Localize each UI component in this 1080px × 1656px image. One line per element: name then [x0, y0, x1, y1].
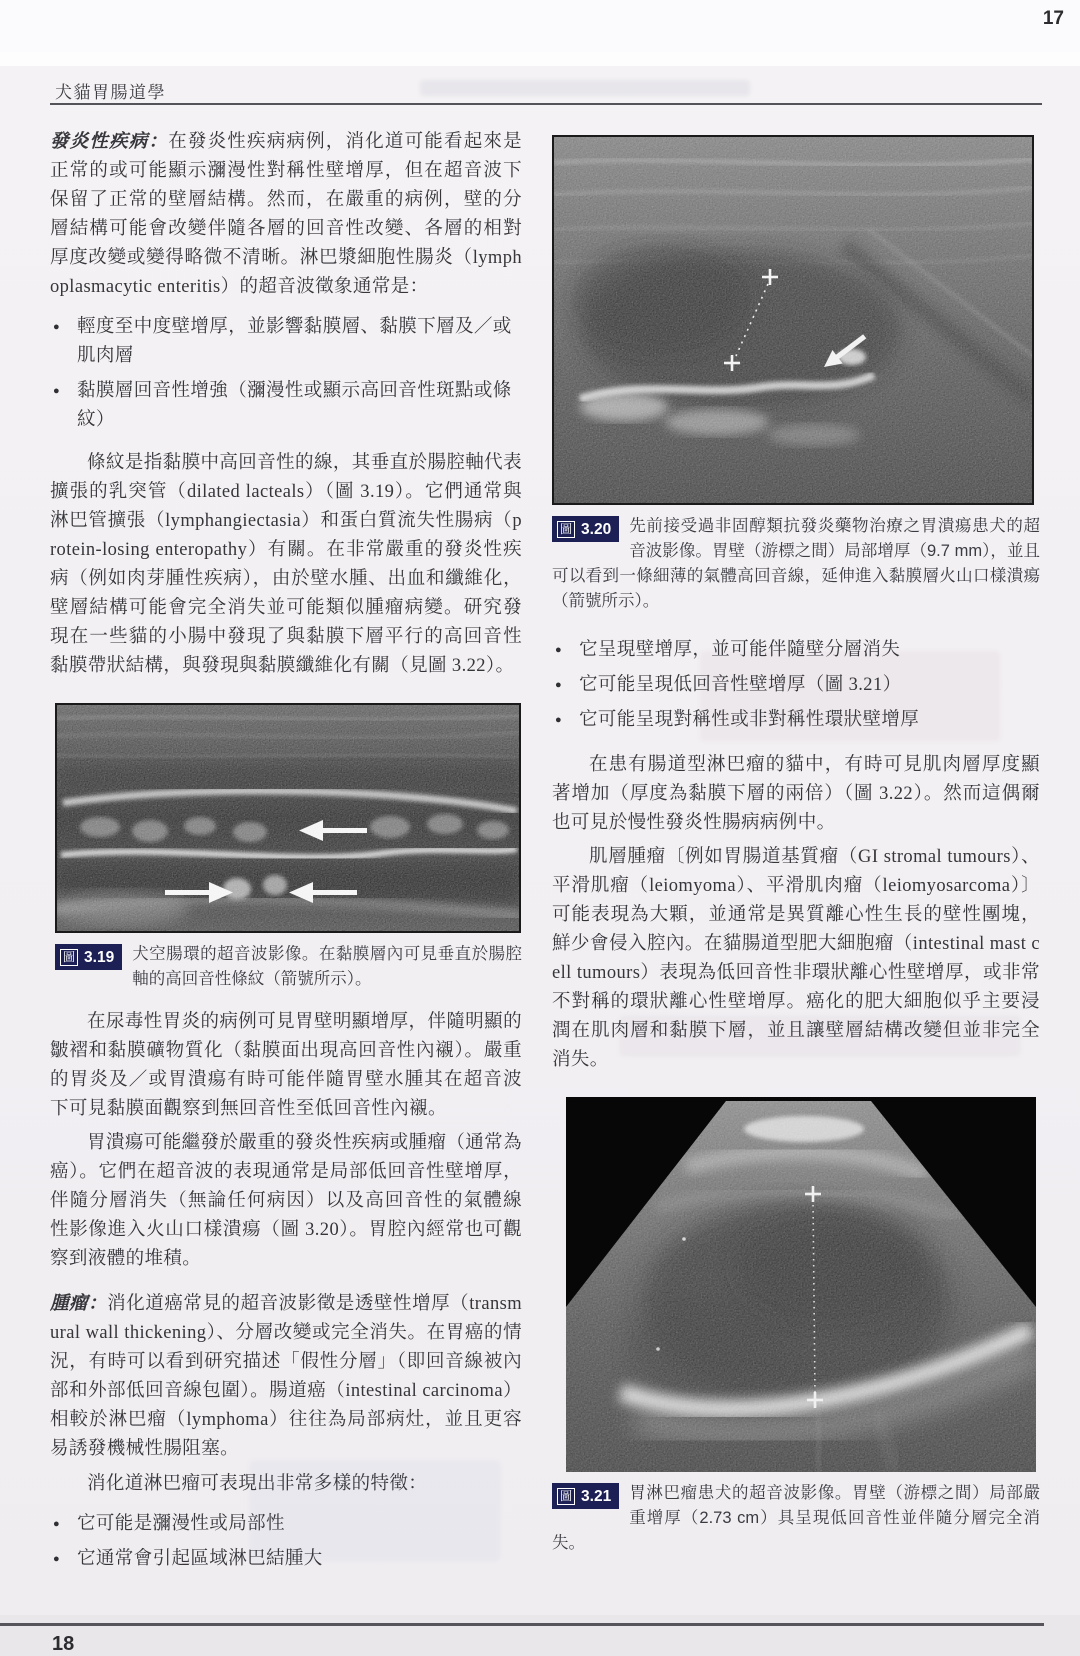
section-lead-inflammatory: 發炎性疾病：: [50, 132, 169, 152]
list-item: [50, 313, 522, 371]
speckle-noise: [55, 703, 521, 933]
figure-badge-glyph: 圖: [557, 1488, 575, 1505]
figure-3-19: [50, 703, 522, 992]
page-content: [0, 66, 1080, 1655]
paragraph-intestinal-lymphoma-cats: 在患有腸道型淋巴瘤的貓中，有時可見肌肉層厚度顯著增加（厚度為黏膜下層的兩倍）（圖 3.22）。然而這偶爾也可見於慢性發炎性腸病病例中。: [552, 755, 1040, 833]
paragraph-striations: 條紋是指黏膜中高回音性的線，其垂直於腸腔軸代表擴張的乳突管（dilated lacteals）（圖 3.19）。它們通常與淋巴管擴張（lymphangiectasia）和蛋白質流失性腸病（protein-losing enteropathy）有關。在非常嚴重的發炎性疾病（例如肉芽腫性疾病），由於壁水腫、出血和纖維化，壁層結構可能會完全消失並可能類似腫瘤病變。研究發現在一些貓的小腸中發現了與黏膜下層平行的高回音性黏膜帶狀結構，與發現與黏膜纖維化有關（見圖 3.22）。: [50, 453, 522, 676]
header-rule: [50, 103, 1042, 105]
bullet-list-lymphoma-features-2: [552, 636, 1040, 735]
left-column: [50, 128, 522, 1580]
figure-number: 3.21: [581, 1487, 612, 1505]
echo-speck: [682, 1237, 686, 1241]
figure-3-20-ultrasound-image: [552, 135, 1034, 505]
section-lead-neoplasia: 腫瘤：: [50, 1294, 108, 1314]
list-item: [552, 636, 1040, 665]
right-column: [552, 135, 1040, 1556]
figure-3-19-ultrasound-image: [55, 703, 521, 933]
list-item: [50, 1545, 522, 1574]
figure-number: 3.19: [84, 948, 115, 966]
paragraph-uremic-gastritis: 在尿毒性胃炎的病例可見胃壁明顯增厚，伴隨明顯的皺褶和黏膜礦物質化（黏膜面出現高回音性內襯）。嚴重的胃炎及／或胃潰瘍有時可能伴隨胃壁水腫其在超音波下可見黏膜面觀察到無回音性至低回音性內襯。: [50, 1012, 522, 1119]
paragraph-inflammatory-disease: [50, 128, 522, 302]
list-item: [50, 377, 522, 435]
figure-badge-glyph: 圖: [60, 949, 78, 966]
caption-text: 胃淋巴瘤患犬的超音波影像。胃壁（游標之間）局部嚴重增厚（2.73 cm）具呈現低回音性並伴隨分層完全消失。: [552, 1484, 1040, 1552]
caption-text: 先前接受過非固醇類抗發炎藥物治療之胃潰瘍患犬的超音波影像。胃壁（游標之間）局部增厚（9.7 mm），並且可以看到一條細薄的氣體高回音線，延伸進入黏膜層火山口樣潰瘍（箭號所示）。: [552, 517, 1040, 610]
figure-badge: [552, 516, 619, 542]
bleed-through-artifact: [420, 80, 750, 96]
paragraph-text: 消化道癌常見的超音波影徵是透壁性增厚（transmural wall thickening）、分層改變或完全消失。在胃癌的情況，有時可以看到研究描述「假性分層」（即回音線被內部和外部低回音線包圍）。腸道癌（intestinal carcinoma）相較於淋巴瘤（lymphoma）往往為局部病灶，並且更容易誘發機械性腸阻塞。: [50, 1294, 522, 1459]
list-item: [552, 706, 1040, 735]
figure-badge: [552, 1483, 619, 1509]
scan-top-margin: [0, 0, 1080, 52]
figure-3-21-ultrasound-image: [566, 1097, 1036, 1472]
list-item-text: 輕度至中度壁增厚，並影響黏膜層、黏膜下層及／或肌肉層: [77, 317, 512, 366]
echo-speck: [656, 1347, 660, 1351]
list-item-text: 它可能呈現對稱性或非對稱性環狀壁增厚: [579, 710, 920, 730]
paragraph-gastric-ulcer: 胃潰瘍可能繼發於嚴重的發炎性疾病或腫瘤（通常為癌）。它們在超音波的表現通常是局部低回音性壁增厚，伴隨分層消失（無論任何病因）以及高回音性的氣體線性影像進入火山口樣潰瘍（圖 3.20）。胃腔內經常也可觀察到液體的堆積。: [50, 1133, 522, 1269]
figure-3-20-caption: [552, 514, 1040, 614]
figure-number: 3.20: [581, 520, 612, 538]
paragraph-gi-lymphoma-intro: 消化道淋巴瘤可表現出非常多樣的特徵：: [87, 1474, 428, 1494]
speckle-noise: [552, 135, 1034, 505]
figure-3-19-caption: [55, 942, 522, 992]
figure-badge-glyph: 圖: [557, 521, 575, 538]
page-number-top: 17: [1042, 8, 1064, 29]
figure-3-20: [552, 135, 1040, 614]
list-item-text: 它通常會引起區域淋巴結腫大: [77, 1549, 323, 1569]
list-item-text: 它可能呈現低回音性壁增厚（圖 3.21）: [579, 675, 902, 695]
list-item: [552, 671, 1040, 700]
list-item-text: 它呈現壁增厚，並可能伴隨壁分層消失: [579, 640, 901, 660]
paragraph-text: 在發炎性疾病病例，消化道可能看起來是正常的或可能顯示瀰漫性對稱性壁增厚，但在超音波下保留了正常的壁層結構。然而，在嚴重的病例，壁的分層結構可能會改變伴隨各層的回音性改變、各層的相對厚度改變或變得略微不清晰。淋巴漿細胞性腸炎（lymphoplasmacytic enteritis）的超音波徵象通常是：: [50, 132, 522, 297]
paragraph-neoplasia: [50, 1290, 522, 1464]
page-number-bottom: 18: [52, 1633, 75, 1655]
running-header-title: 犬貓胃腸道學: [55, 83, 166, 102]
caption-text: 犬空腸環的超音波影像。在黏膜層內可見垂直於腸腔軸的高回音性條紋（箭號所示）。: [132, 945, 522, 988]
paragraph-muscular-tumours: 肌層腫瘤〔例如胃腸道基質瘤（GI stromal tumours）、平滑肌瘤（leiomyoma）、平滑肌肉瘤（leiomyosarcoma）〕可能表現為大顆，並通常是異質離心性生長的壁性團塊，鮮少會侵入腔內。在貓腸道型肥大細胞瘤（intestinal mast cell tumours）表現為低回音性非環狀離心性壁增厚，或非常不對稱的環狀離心性壁增厚。癌化的肥大細胞似乎主要浸潤在肌肉層和黏膜下層，並且讓壁層結構改變但並非完全消失。: [552, 847, 1040, 1070]
list-item-text: 它可能是瀰漫性或局部性: [77, 1514, 285, 1534]
list-item-text: 黏膜層回音性增強（瀰漫性或顯示高回音性斑點或條紋）: [77, 381, 512, 430]
figure-3-21-caption: [552, 1481, 1040, 1556]
footer-rule: [0, 1623, 1044, 1626]
scan-gap: [0, 52, 1080, 66]
bullet-list-enteritis-signs: [50, 313, 522, 435]
list-item: [50, 1510, 522, 1539]
figure-3-21: [552, 1097, 1040, 1556]
bullet-list-lymphoma-features-1: [50, 1510, 522, 1574]
figure-badge: [55, 944, 122, 970]
